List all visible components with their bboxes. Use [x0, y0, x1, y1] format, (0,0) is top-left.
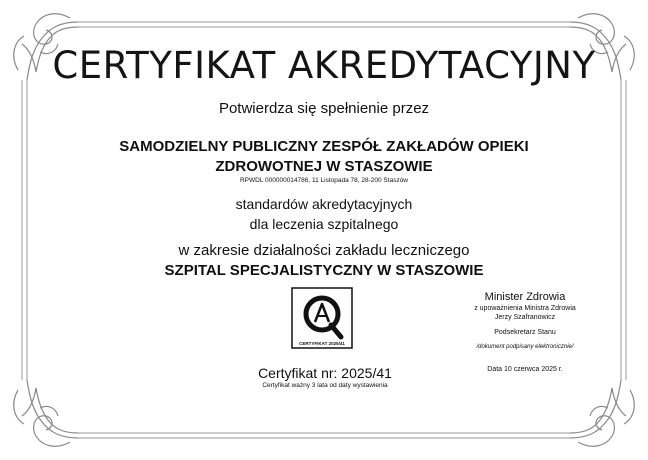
- certificate-subtitle: Potwierdza się spełnienie przez: [218, 100, 430, 117]
- quality-certificate-logo-icon: [291, 287, 353, 349]
- signatory-name: Jerzy Szafranowicz: [494, 314, 556, 321]
- signatory-position: Podsekretarz Stanu: [494, 329, 556, 336]
- certificate-validity: Certyfikat ważny 3 lata od daty wystawienia: [262, 382, 388, 389]
- certificate-title: CERTYFIKAT AKREDYTACYJNY: [52, 44, 596, 87]
- scope-text: w zakresie działalności zakładu leczniczego: [178, 242, 470, 259]
- certificate-number: Certyfikat nr: 2025/41: [258, 365, 392, 381]
- signatory-role: Minister Zdrowia: [484, 291, 566, 303]
- issue-date: Data 10 czerwca 2025 r.: [487, 366, 563, 373]
- corner-ornament-bottom-left: [14, 380, 78, 446]
- hospital-name: SZPITAL SPECJALISTYCZNY W STASZOWIE: [164, 262, 484, 279]
- standards-line2: dla leczenia szpitalnego: [249, 216, 399, 232]
- electronic-signature-note: /dokument podpisany elektronicznie/: [476, 344, 574, 350]
- organization-name-line1: SAMODZIELNY PUBLICZNY ZESPÓŁ ZAKŁADÓW OPIEKI: [119, 138, 529, 155]
- organization-address: RPWDL 000000014786, 11 Listopada 78, 28-200 Staszów: [239, 177, 409, 184]
- logo-caption: CERTYFIKAT 2025/41: [299, 341, 345, 346]
- corner-ornament-bottom-right: [570, 380, 634, 446]
- organization-name-line2: ZDROWOTNEJ W STASZOWIE: [215, 158, 433, 175]
- signatory-authorization: z upoważnienia Ministra Zdrowia: [474, 305, 576, 312]
- standards-line1: standardów akredytacyjnych: [235, 196, 413, 212]
